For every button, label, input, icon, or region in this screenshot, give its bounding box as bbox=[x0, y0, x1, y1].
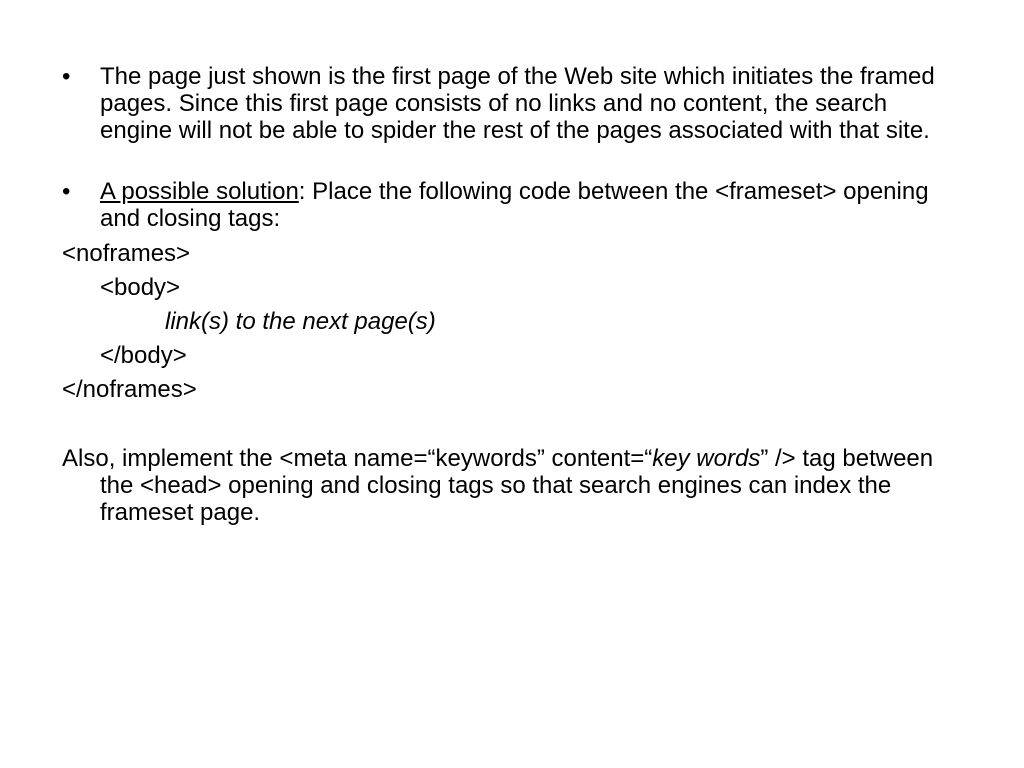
code-noframes-close: </noframes> bbox=[62, 376, 197, 403]
meta-note-before: Also, implement the <meta name=“keywords” content=“ bbox=[62, 445, 653, 472]
bullet-icon: • bbox=[62, 178, 71, 205]
bullet-item-2 bbox=[62, 178, 952, 232]
underlined-lead: A possible solution bbox=[100, 178, 299, 205]
meta-note-after: ” /> tag between the <head> opening and closing tags so that search engines can index the frameset page. bbox=[100, 445, 934, 526]
code-link-placeholder: link(s) to the next page(s) bbox=[165, 308, 436, 335]
meta-note-italic: key words bbox=[652, 445, 761, 472]
bullet-text-rest: : Place the following code between the <frameset> opening and closing tags: bbox=[100, 178, 929, 232]
code-body-close: </body> bbox=[100, 342, 187, 369]
meta-note-paragraph bbox=[62, 445, 952, 526]
code-noframes-open: <noframes> bbox=[62, 240, 191, 267]
bullet-text: The page just shown is the first page of the Web site which initiates the framed pages. Since this first page consists of no links and no content, the search engine will not be able to spider the rest of the pages associated with that site. bbox=[100, 63, 935, 144]
bullet-item-1 bbox=[62, 63, 952, 144]
bullet-icon: • bbox=[62, 63, 71, 90]
code-body-open: <body> bbox=[100, 274, 181, 301]
bullet-text bbox=[100, 178, 952, 232]
